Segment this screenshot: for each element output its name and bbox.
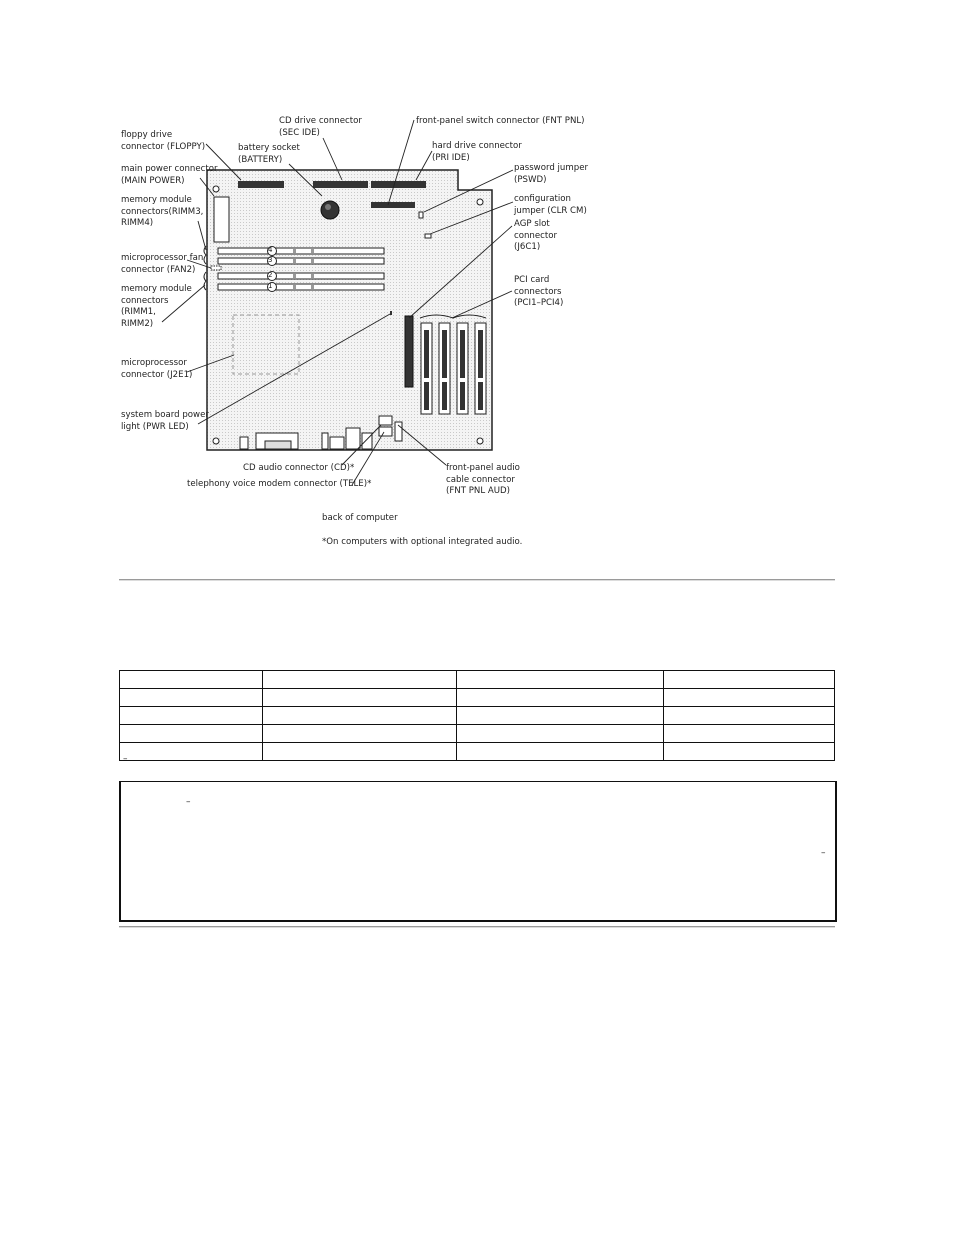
slot-number-3: 3 [268, 256, 273, 264]
label-password-jumper: password jumper (PSWD) [514, 163, 589, 185]
battery-socket [321, 201, 339, 219]
table-notes-box [119, 781, 837, 922]
table-cell [457, 725, 664, 743]
divider-top [119, 579, 835, 581]
mount-hole [477, 438, 483, 444]
table-cell [457, 743, 664, 761]
power-led [390, 311, 392, 315]
label-telephony: telephony voice modem connector (TELE)* [187, 479, 372, 489]
table-cell [263, 689, 457, 707]
table-cell [263, 743, 457, 761]
label-pci: PCI card connectors (PCI1–PCI4) [514, 275, 564, 308]
table-row [120, 725, 835, 743]
label-fan: microprocessor fan connector (FAN2) [121, 253, 204, 275]
divider-bottom [119, 926, 835, 928]
label-power-led: system board power light (PWR LED) [121, 410, 209, 432]
label-front-panel-audio: front-panel audio cable connector (FNT PNL AUD) [446, 463, 520, 496]
table-row [120, 707, 835, 725]
table-cell [263, 707, 457, 725]
table-cell [664, 671, 835, 689]
table-cell [457, 689, 664, 707]
table-cell [457, 707, 664, 725]
table-cell [263, 725, 457, 743]
table-row [120, 689, 835, 707]
table-cell [120, 671, 263, 689]
tick-mark: – [821, 848, 826, 858]
config-jumper [425, 234, 431, 238]
mount-hole [477, 199, 483, 205]
label-battery: battery socket (BATTERY) [238, 143, 300, 165]
mount-hole [213, 438, 219, 444]
cd-drive-connector [313, 181, 368, 188]
table-cell [664, 689, 835, 707]
tick-mark: – [186, 797, 191, 807]
table-cell [664, 743, 835, 761]
label-agp-slot: AGP slot connector (J6C1) [514, 219, 558, 252]
table-cell [664, 707, 835, 725]
hard-drive-connector [371, 181, 426, 188]
label-config-jumper: configuration jumper (CLR CM) [514, 194, 587, 216]
password-jumper [419, 212, 423, 218]
slot-number-4: 4 [268, 246, 273, 254]
table-cell [120, 689, 263, 707]
main-power-connector [214, 197, 229, 242]
table-cell [120, 725, 263, 743]
jumper-settings-table [119, 670, 835, 761]
label-cd-audio: CD audio connector (CD)* [243, 463, 355, 473]
label-front-panel-switch: front-panel switch connector (FNT PNL) [416, 116, 585, 126]
label-cd-drive: CD drive connector (SEC IDE) [279, 116, 362, 138]
label-footnote: *On computers with optional integrated audio. [322, 537, 523, 547]
system-board-diagram [0, 0, 954, 570]
agp-slot [405, 316, 413, 387]
label-memory-34: memory module connectors(RIMM3, RIMM4) [121, 195, 204, 228]
slot-number-2: 2 [268, 271, 273, 279]
slot-number-1: 1 [268, 282, 273, 290]
tick-mark: – [123, 754, 128, 764]
fan-connector [211, 266, 221, 270]
table-row [120, 671, 835, 689]
label-memory-12: memory module connectors (RIMM1, RIMM2) [121, 284, 192, 329]
label-hard-drive: hard drive connector (PRI IDE) [432, 141, 522, 163]
table-row [120, 743, 835, 761]
label-back-of-computer: back of computer [322, 513, 398, 523]
table-cell [664, 725, 835, 743]
label-main-power: main power connector (MAIN POWER) [121, 164, 218, 186]
table-cell [263, 671, 457, 689]
table-cell [120, 707, 263, 725]
front-panel-switch-connector [371, 202, 415, 208]
table-cell [457, 671, 664, 689]
table-cell [120, 743, 263, 761]
label-floppy: floppy drive connector (FLOPPY) [121, 130, 206, 152]
floppy-connector [238, 181, 284, 188]
label-cpu: microprocessor connector (J2E1) [121, 358, 193, 380]
